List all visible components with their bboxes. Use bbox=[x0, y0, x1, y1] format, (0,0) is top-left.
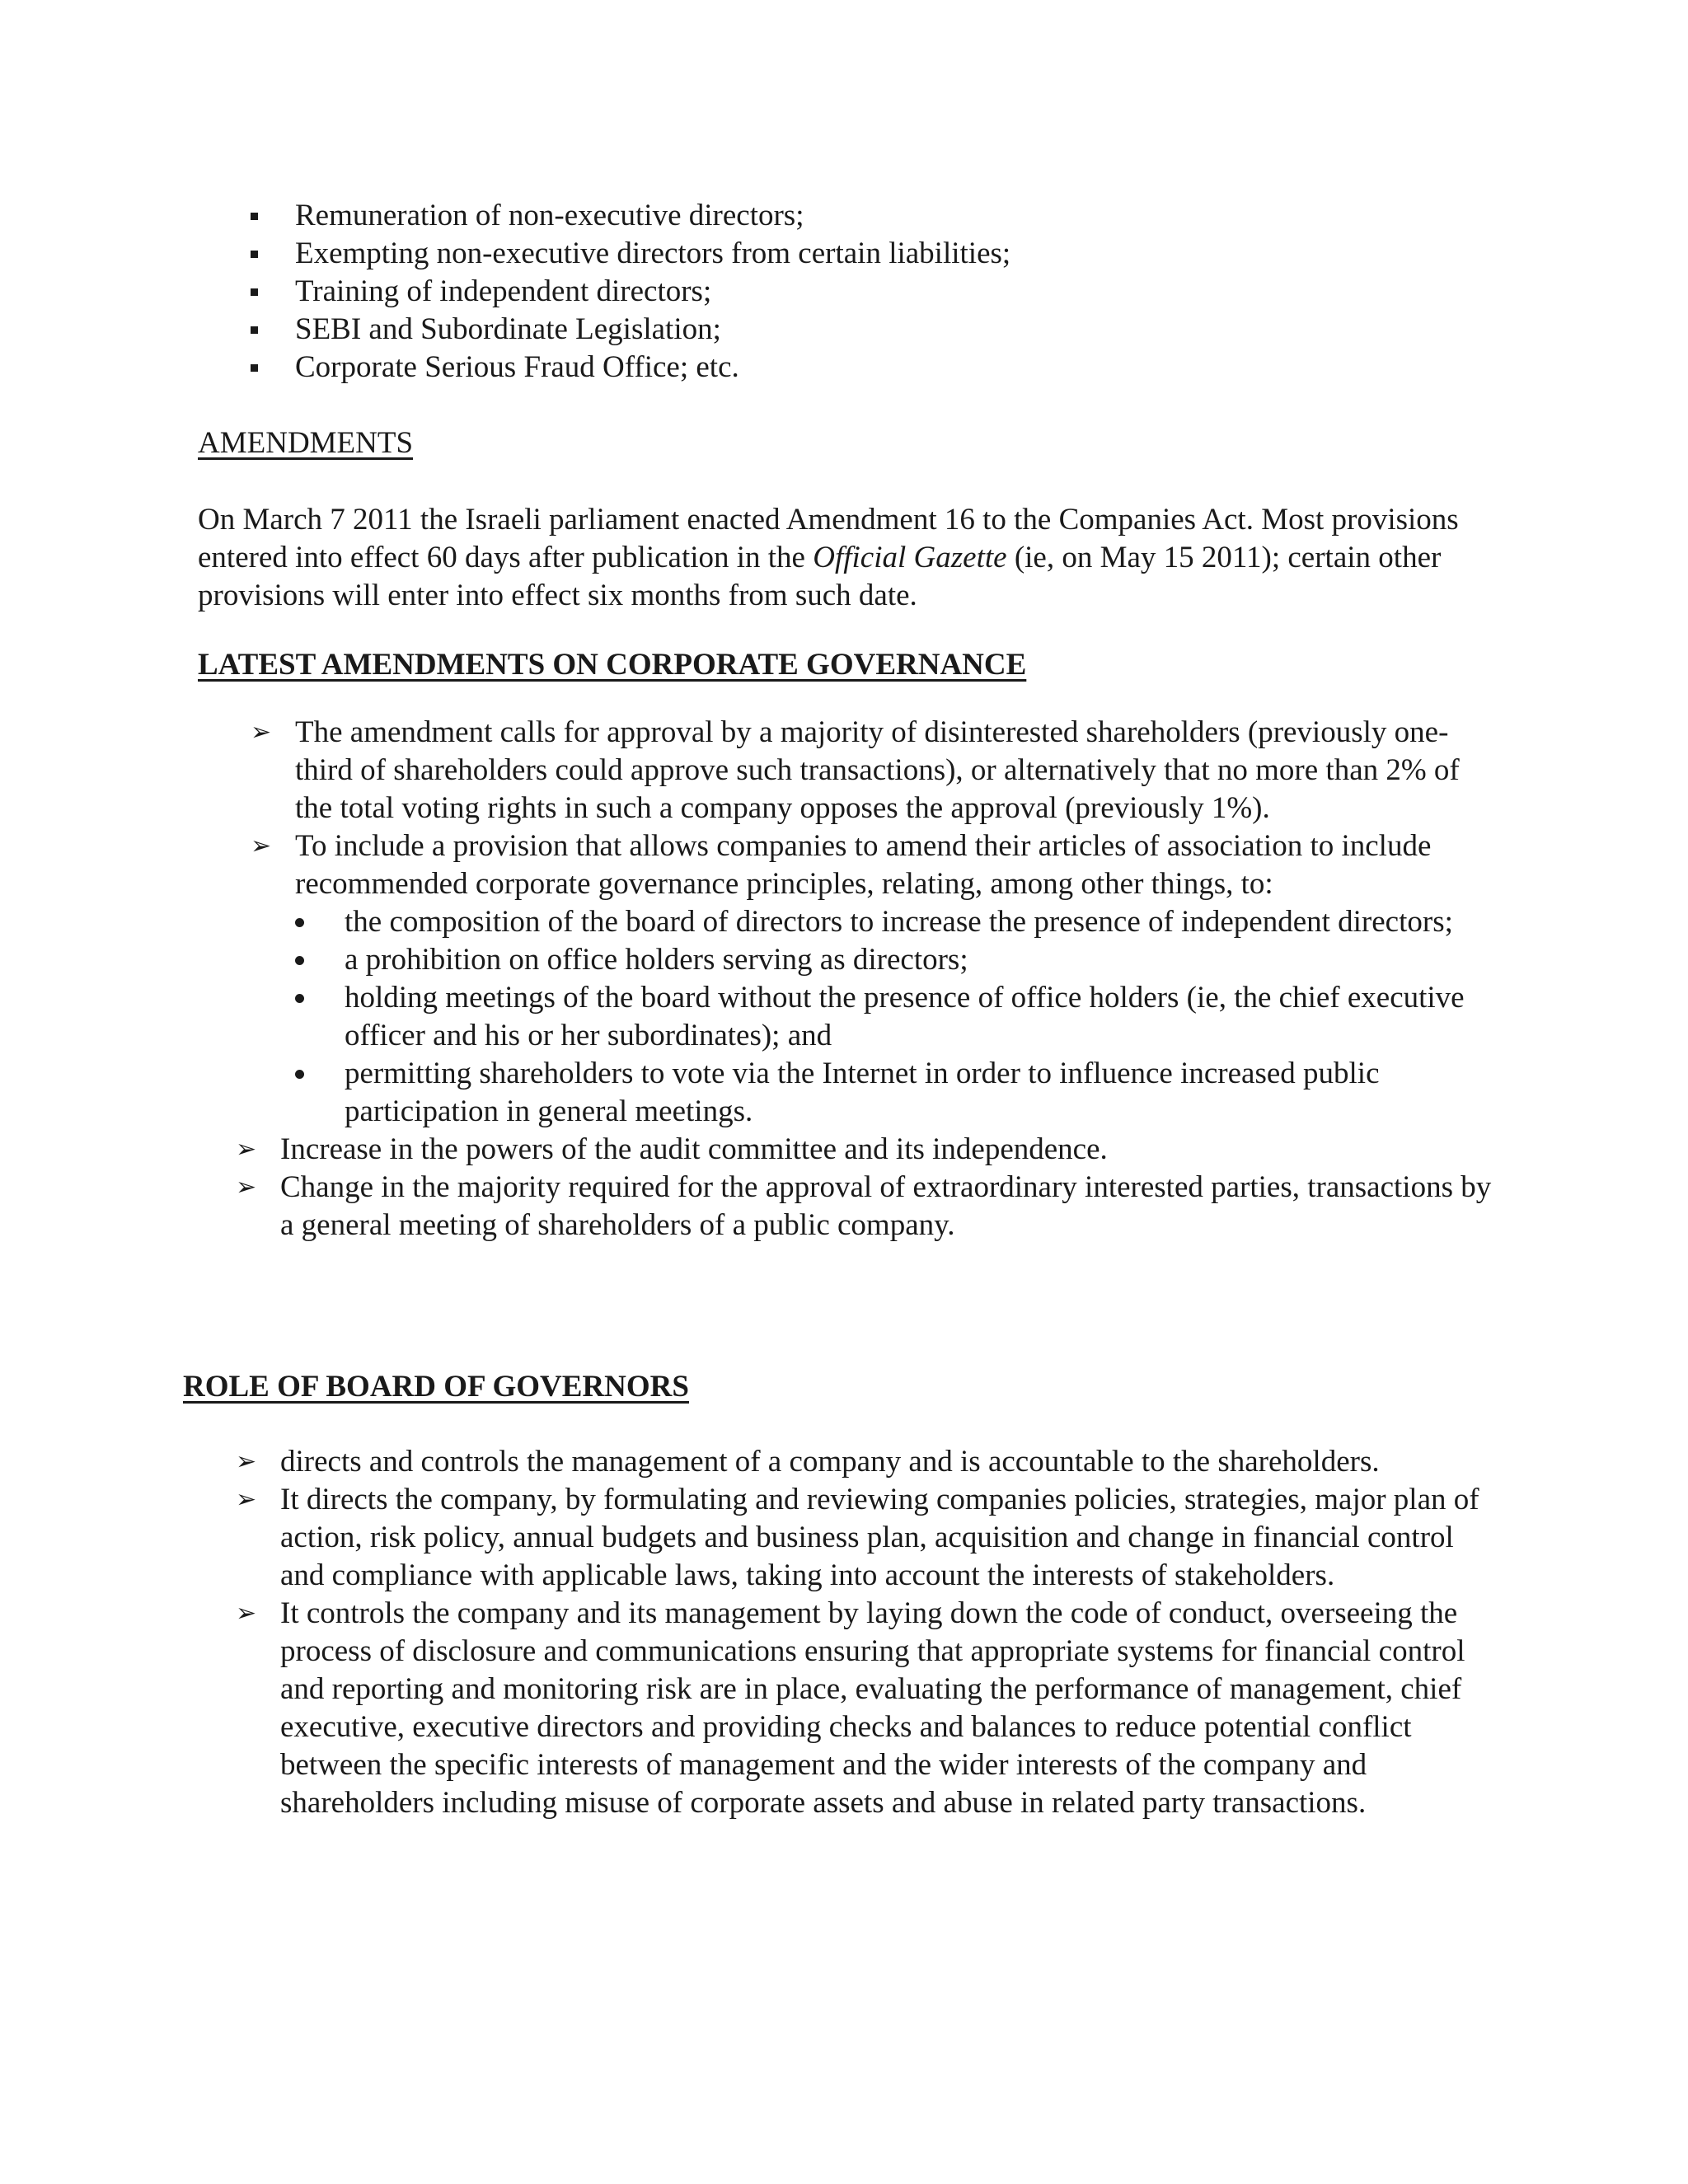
list-item: Remuneration of non-executive directors; bbox=[198, 197, 1517, 235]
arrow-bullet-icon: ➢ bbox=[251, 718, 272, 747]
round-bullet-icon bbox=[295, 956, 304, 965]
sub-bullet-list bbox=[295, 903, 1500, 1131]
list-item: SEBI and Subordinate Legislation; bbox=[198, 311, 1517, 349]
list-item: ➢ The amendment calls for approval by a majority of disinterested shareholders (previously one-third of shareholders could approve such transactions), or alternatively that no more than 2% of the total voting rights in such a company opposes the approval (previously 1%). bbox=[251, 715, 1460, 825]
square-bullet-icon bbox=[251, 326, 258, 334]
sub-list-item: holding meetings of the board without the presence of office holders (ie, the chief executive officer and his or her subordinates); and bbox=[295, 979, 1500, 1055]
list-item: ➢ It directs the company, by formulating and reviewing companies policies, strategies, major plan of action, risk policy, annual budgets and business plan, acquisition and change in financial control and compliance with applicable laws, taking into account the interests of stakeholders. bbox=[236, 1483, 1479, 1592]
list-item: ➢ Increase in the powers of the audit committee and its independence. bbox=[198, 1131, 1500, 1169]
list-item: ➢ Change in the majority required for the approval of extraordinary interested parties, transactions by a general meeting of shareholders of a public company. bbox=[236, 1170, 1492, 1242]
square-bullet-icon bbox=[251, 288, 258, 296]
sub-list-item: a prohibition on office holders serving as directors; bbox=[295, 941, 1500, 979]
arrow-bullet-icon: ➢ bbox=[236, 1485, 257, 1514]
amendments-paragraph: On March 7 2011 the Israeli parliament enacted Amendment 16 to the Companies Act. Most provisions entered into effect 60 days after publication in the Official Gazette (ie, on May 15 2011); certain other provisions will enter into effect six months from such date. bbox=[198, 503, 1459, 612]
square-bullet-icon bbox=[251, 251, 258, 258]
list-item: ➢ It controls the company and its management by laying down the code of conduct, overseeing the process of disclosure and communications ensuring that appropriate systems for financial control and reporting and monitoring risk are in place, evaluating the performance of management, chief executive, executive directors and providing checks and balances to reduce potential conflict between the specific interests of management and the wider interests of the company and shareholders including misuse of corporate assets and abuse in related party transactions. bbox=[236, 1596, 1465, 1820]
sub-list-item: the composition of the board of directors to increase the presence of independent directors; bbox=[295, 903, 1500, 941]
round-bullet-icon bbox=[295, 918, 304, 927]
square-bullet-icon bbox=[251, 364, 258, 372]
square-bullet-icon bbox=[251, 213, 258, 220]
top-bullet-list bbox=[198, 197, 1517, 387]
list-item: ➢ directs and controls the management of a company and is accountable to the shareholders. bbox=[198, 1443, 1484, 1481]
role-of-board-heading: ROLE OF BOARD OF GOVERNORS bbox=[183, 1370, 689, 1404]
arrow-bullet-icon: ➢ bbox=[236, 1135, 257, 1164]
list-item: Exempting non-executive directors from certain liabilities; bbox=[198, 235, 1517, 273]
arrow-bullet-icon: ➢ bbox=[251, 832, 272, 860]
list-item: Training of independent directors; bbox=[198, 273, 1517, 311]
latest-amendments-list bbox=[198, 714, 1500, 1244]
arrow-bullet-icon: ➢ bbox=[236, 1447, 257, 1476]
role-of-board-list bbox=[198, 1443, 1484, 1822]
round-bullet-icon bbox=[295, 994, 304, 1003]
sub-list-item: permitting shareholders to vote via the Internet in order to influence increased public participation in general meetings. bbox=[295, 1055, 1500, 1131]
list-item: ➢ To include a provision that allows companies to amend their articles of association to include recommended corporate governance principles, relating, among other things, to: the composition of the board of directors to increase the presence of independent directors; a prohibition on office holders serving as directors; holding meetings of the board without the presence of office holders (ie, the chief executive officer and his or her subordinates); and permitting shareholders to vote via the Internet in order to influence increased public participation in general meetings. bbox=[198, 827, 1500, 1131]
amendments-heading: AMENDMENTS bbox=[198, 426, 414, 460]
round-bullet-icon bbox=[295, 1070, 304, 1079]
latest-amendments-heading: LATEST AMENDMENTS ON CORPORATE GOVERNANCE bbox=[198, 648, 1027, 682]
arrow-bullet-icon: ➢ bbox=[236, 1599, 257, 1628]
list-item: Corporate Serious Fraud Office; etc. bbox=[198, 349, 1517, 387]
official-gazette-title: Official Gazette bbox=[813, 541, 1007, 574]
arrow-bullet-icon: ➢ bbox=[236, 1173, 257, 1202]
